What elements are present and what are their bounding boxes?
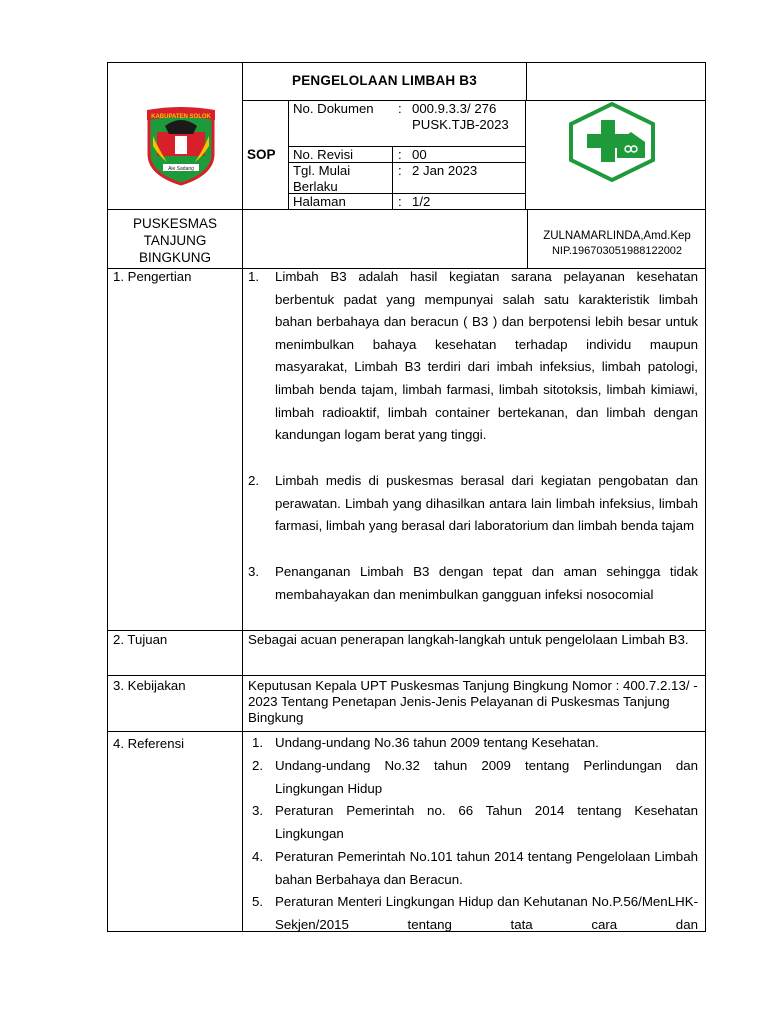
sop-document bbox=[107, 62, 706, 932]
field-label-halaman: Halaman bbox=[293, 194, 346, 209]
org-name: PUSKESMAS TANJUNG BINGKUNG bbox=[132, 216, 218, 265]
signer-name: ZULNAMARLINDA,Amd.Kep bbox=[543, 230, 691, 242]
list-number: 3. bbox=[248, 564, 260, 579]
tujuan-text: Sebagai acuan penerapan langkah-langkah untuk pengelolaan Limbah B3. bbox=[248, 632, 689, 647]
section-label-pengertian: 1. Pengertian bbox=[113, 269, 192, 284]
field-label-no-dokumen: No. Dokumen bbox=[293, 101, 374, 116]
pengertian-item-1: Limbah B3 adalah hasil kegiatan sarana pelayanan kesehatan berbentuk padat yang mempunyai salah satu karakteristik limbah bahan berbahaya dan beracun ( B3 ) dan berpotensi lebih besar untuk menimbulkan bahaya kesehatan terhadap individu maupun masyarakat, Limbah B3 terdiri dari imbah infeksius, limbah patologi, limbah benda tajam, limbah farmasi, limbah sitotoksis, limbah kimiawi, limbah radioaktif, limbah container bertekanan, dan limbah dengan kandungan logam berat yang tinggi. bbox=[275, 269, 698, 443]
field-value-tgl-mulai: 2 Jan 2023 bbox=[412, 163, 478, 178]
list-number: 4. bbox=[252, 849, 264, 864]
kabupaten-solok-emblem-icon bbox=[143, 106, 219, 186]
list-number: 2. bbox=[252, 758, 264, 773]
field-colon: : bbox=[398, 147, 402, 162]
field-value-no-dokumen: 000.9.3.3/ 276 PUSK.TJB-2023 bbox=[412, 101, 509, 132]
referensi-item-3: Peraturan Pemerintah no. 66 Tahun 2014 tentang Kesehatan Lingkungan bbox=[275, 803, 698, 841]
list-number: 1. bbox=[252, 735, 264, 750]
document-title: PENGELOLAAN LIMBAH B3 bbox=[292, 73, 477, 88]
puskesmas-cross-house-icon bbox=[567, 102, 657, 182]
field-colon: : bbox=[398, 194, 402, 209]
row-tujuan-bottom bbox=[107, 675, 706, 676]
border-bottom bbox=[107, 931, 706, 932]
sop-label: SOP bbox=[247, 147, 276, 162]
referensi-item-1: Undang-undang No.36 tahun 2009 tentang Kesehatan. bbox=[275, 735, 599, 750]
pengertian-item-2: Limbah medis di puskesmas berasal dari kegiatan pengobatan dan perawatan. Limbah yang dihasilkan antara lain limbah infeksius, limbah farmasi, limbah yang berasal dari laboratorium dan limbah benda tajam bbox=[275, 473, 698, 534]
section-label-referensi: 4. Referensi bbox=[113, 736, 185, 751]
divider-colon bbox=[392, 146, 393, 209]
field-label-no-revisi: No. Revisi bbox=[293, 147, 354, 162]
referensi-item-4: Peraturan Pemerintah No.101 tahun 2014 tentang Pengelolaan Limbah bahan Berbahaya dan Beracun. bbox=[275, 849, 698, 887]
emblem-motto-text: Aie Sadang bbox=[168, 166, 194, 172]
divider-title-right bbox=[526, 62, 527, 100]
pengertian-item-3: Penanganan Limbah B3 dengan tepat dan aman sehingga tidak membahayakan dan menimbulkan gangguan infeksi nosocomial bbox=[275, 564, 698, 602]
kebijakan-text: Keputusan Kepala UPT Puskesmas Tanjung Bingkung Nomor : 400.7.2.13/ - 2023 Tentang Penetapan Jenis-Jenis Pelayanan di Puskesmas Tanjung Bingkung bbox=[248, 678, 698, 725]
section-label-tujuan: 2. Tujuan bbox=[113, 632, 168, 647]
referensi-item-5: Peraturan Menteri Lingkungan Hidup dan Kehutanan No.P.56/MenLHK-Sekjen/2015 tentang tata cara dan bbox=[275, 894, 698, 931]
field-colon: : bbox=[398, 163, 402, 178]
field-value-no-revisi: 00 bbox=[412, 147, 427, 162]
field-label-tgl-mulai: Tgl. Mulai Berlaku bbox=[293, 163, 351, 194]
list-number: 1. bbox=[248, 269, 260, 284]
emblem-banner-text: KABUPATEN SOLOK bbox=[151, 114, 211, 120]
list-number: 3. bbox=[252, 803, 264, 818]
border-top bbox=[107, 62, 706, 63]
list-number: 5. bbox=[252, 894, 264, 909]
field-colon: : bbox=[398, 101, 402, 116]
referensi-item-2: Undang-undang No.32 tahun 2009 tentang Perlindungan dan Lingkungan Hidup bbox=[275, 758, 698, 796]
border-right bbox=[705, 62, 706, 932]
divider-main bbox=[242, 62, 243, 932]
field-value-halaman: 1/2 bbox=[412, 194, 431, 209]
signer-nip: NIP.196703051988122002 bbox=[551, 245, 683, 257]
header-bottom bbox=[107, 209, 706, 210]
list-number: 2. bbox=[248, 473, 260, 488]
section-label-kebijakan: 3. Kebijakan bbox=[113, 678, 186, 693]
border-left bbox=[107, 62, 108, 932]
